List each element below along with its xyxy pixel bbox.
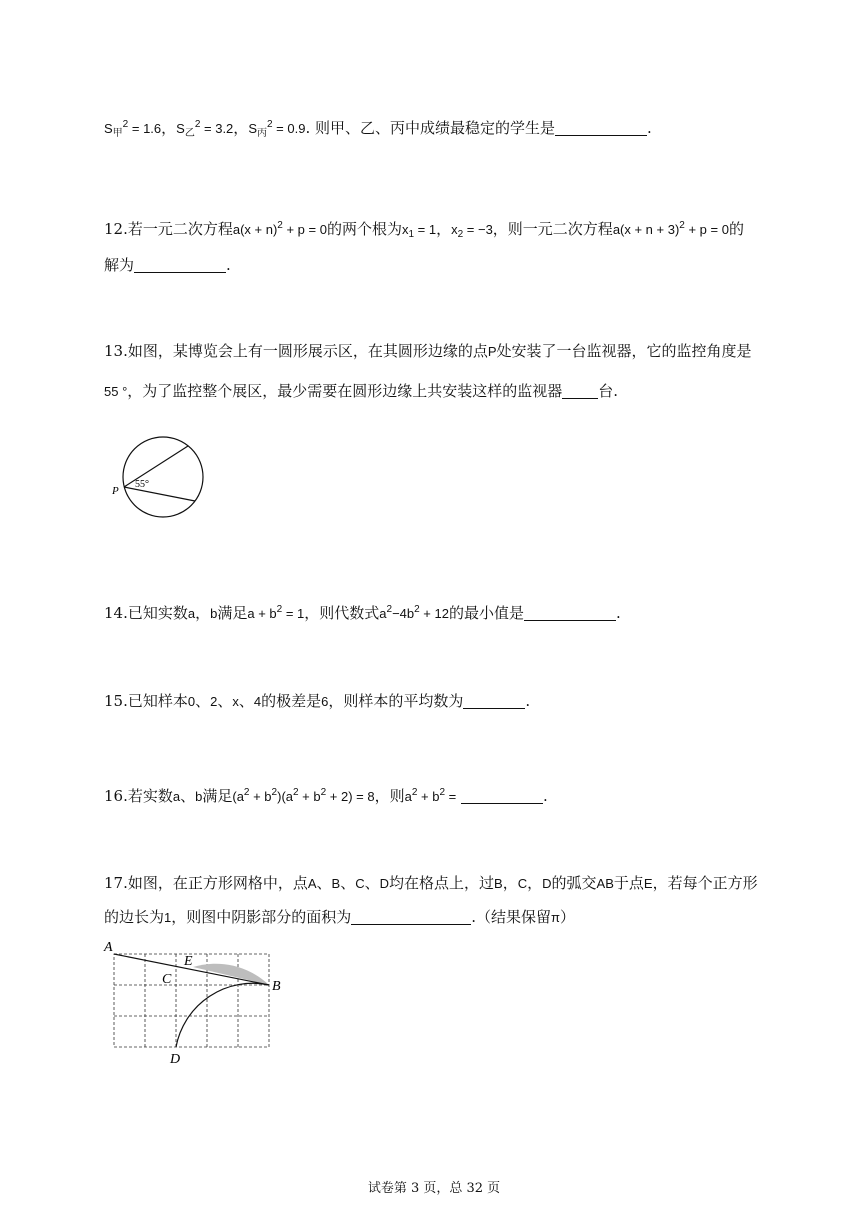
q16-eqv: = 8 <box>352 789 375 804</box>
s-bing: S <box>248 121 257 136</box>
q15-n4: 4 <box>253 694 262 709</box>
q16-b: b <box>195 789 203 804</box>
val-yi: = 3.2 <box>204 121 234 136</box>
val-jia: = 1.6 <box>131 121 162 136</box>
q17-C2: C <box>517 876 528 891</box>
q17-D: D <box>379 876 390 891</box>
q16-prefix: 16.若实数 <box>104 787 173 805</box>
s-yi: S <box>176 121 185 136</box>
q12-x2-sub: 2 <box>457 229 464 240</box>
sub-yi: 乙 <box>184 128 195 139</box>
shaded-region <box>193 964 269 985</box>
sep-1: ， <box>161 119 177 137</box>
q12-x2-val: = −3 <box>463 222 493 237</box>
q12-line2-text: 解为 <box>104 256 135 274</box>
sub-bing: 丙 <box>256 128 267 139</box>
sq-bing: 2 <box>266 119 273 130</box>
q15-dun-2: 、 <box>217 692 233 710</box>
q12-x1-sub: 1 <box>408 229 415 240</box>
q15-end: . <box>525 692 531 710</box>
q15-dun-3: 、 <box>238 692 254 710</box>
q13-point-p: P <box>487 344 497 359</box>
fig-label-d: D <box>170 1052 181 1067</box>
q14-cond: a + b <box>247 606 277 621</box>
q16-a: a <box>172 789 181 804</box>
q13-end: 台. <box>598 382 619 400</box>
q17-mid3: 于点 <box>613 874 644 892</box>
fig-label-c: C <box>162 972 172 987</box>
q11-end: . <box>647 119 652 137</box>
q16-qc: = <box>445 789 457 804</box>
q12-x2: x <box>451 222 458 237</box>
q17-mid: 均在格点上，过 <box>389 874 495 892</box>
q16-p2b: + b <box>298 789 321 804</box>
q15-prefix: 15.已知样本 <box>104 692 188 710</box>
display-circle <box>123 437 203 517</box>
q16-p2: (a <box>281 789 293 804</box>
q12-line2 <box>104 254 231 276</box>
page-footer: 试卷第 3 页，总 32 页 <box>367 1181 501 1196</box>
q17-end: .（结果保留 <box>471 908 552 926</box>
q17-figure-grid <box>98 935 298 1070</box>
q12-mid2: ，则一元二次方程 <box>492 220 613 238</box>
q17-line2-text: 的边长为 <box>104 908 165 926</box>
q16-dun: 、 <box>180 787 196 805</box>
q16-p1b: + b <box>249 789 272 804</box>
answer-blank-q13[interactable] <box>562 383 598 399</box>
q17-pi: π <box>551 910 561 925</box>
q12-eq1: a(x + n) <box>232 222 278 237</box>
q13-line1b-text: 处安装了一台监视器，它的监控角度是 <box>496 342 752 360</box>
q15-dun-1: 、 <box>195 692 211 710</box>
q12-eq1-rest: + p = 0 <box>282 222 327 237</box>
answer-blank-q12[interactable] <box>134 257 226 273</box>
q14-expr-rest: + 12 <box>419 606 449 621</box>
q11-text: . 则甲、乙、丙中成绩最稳定的学生是 <box>305 119 555 137</box>
q17-line2 <box>104 906 575 929</box>
q16-p1: (a <box>232 789 244 804</box>
q12-prefix: 12.若一元二次方程 <box>104 220 233 238</box>
q14-mid2: ，则代数式 <box>304 604 380 622</box>
q14-cond-rest: = 1 <box>282 606 305 621</box>
q13-line1-text: 13.如图，某博览会上有一圆形展示区，在其圆形边缘的点 <box>104 342 488 360</box>
sep-2: ， <box>233 119 249 137</box>
answer-blank-q15[interactable] <box>463 693 525 709</box>
q15-nx: x <box>232 694 239 709</box>
q14-line: 14.已知实数a，b满足$a + b^2 = 1$，则代数式$a^2-4b^2 + 12$的最小值是 . <box>104 604 621 622</box>
chord-upper <box>124 446 188 487</box>
fig-label-p: P <box>112 485 119 497</box>
q15-suffix: ，则样本的平均数为 <box>328 692 464 710</box>
q12-x1-val: = 1 <box>414 222 437 237</box>
answer-blank-q17[interactable] <box>351 909 471 925</box>
val-bing: = 0.9 <box>276 121 306 136</box>
q14-mid: 满足 <box>217 604 248 622</box>
q17-dun-1: 、 <box>316 874 332 892</box>
q17-line1 <box>104 872 758 895</box>
q17-comma-2: ， <box>527 874 543 892</box>
q17-comma-1: ， <box>502 874 518 892</box>
q13-line2-text: ，为了监控整个展区，最少需要在圆形边缘上共安装这样的监视器 <box>127 382 563 400</box>
q17-AB: AB <box>596 876 614 891</box>
q14-expr-mid: −4b <box>392 606 415 621</box>
q17-prefix: 17.如图，在正方形网格中，点 <box>104 874 308 892</box>
q16-mid2: ，则 <box>374 787 405 805</box>
q15-n2: 2 <box>210 694 218 709</box>
q17-mid4: ，若每个正方形 <box>652 874 758 892</box>
q17-E: E <box>643 876 653 891</box>
q17-B2: B <box>494 876 503 891</box>
sq-jia: 2 <box>122 119 129 130</box>
answer-blank-q11[interactable] <box>555 120 647 136</box>
q17-mid5: ，则图中阴影部分的面积为 <box>171 908 352 926</box>
q14-prefix: 14.已知实数 <box>104 604 188 622</box>
q16-p1c: ) <box>277 789 282 804</box>
q12-eq2: a(x + n + 3) <box>612 222 680 237</box>
q16-line: 16.若实数a、b满足$(a^2 + b^2)(a^2 + b^2 + 2) = 8$，则$a^2 + b^2$ = . <box>104 787 548 805</box>
q17-A: A <box>307 876 317 891</box>
q17-dun-3: 、 <box>364 874 380 892</box>
q12-line1: 12.若一元二次方程$a(x + n)^2 + p = 0$的两个根为$x_1 = 1$，$x_2 = -3$，则一元二次方程$a(x + n + 3)^2 + p = 0$的 <box>104 220 744 240</box>
q13-line1 <box>104 340 752 363</box>
q17-mid2: 的弧交 <box>551 874 597 892</box>
q16-mid: 满足 <box>202 787 233 805</box>
q12-mid1: 的两个根为 <box>326 220 402 238</box>
s-jia: S <box>104 121 113 136</box>
q15-n6: 6 <box>321 694 329 709</box>
fig-label-a: A <box>104 940 113 955</box>
q14-end: . <box>615 604 621 622</box>
q11-line <box>104 117 652 140</box>
q12-end: . <box>226 256 231 274</box>
fig-label-angle: 55° <box>135 479 149 490</box>
q17-D2: D <box>542 876 552 891</box>
q17-one: 1 <box>164 910 172 925</box>
q17-B: B <box>331 876 341 891</box>
arc-bcd <box>176 983 269 1047</box>
q16-qb: + b <box>417 789 440 804</box>
answer-blank-q16[interactable] <box>461 788 543 804</box>
q14-expr-a: a <box>379 606 387 621</box>
q14-comma: ， <box>195 604 211 622</box>
q16-end: . <box>543 787 548 805</box>
q14-b: b <box>210 606 218 621</box>
answer-blank-q14[interactable] <box>524 605 616 621</box>
fig-label-b: B <box>272 979 281 994</box>
q12-x1: x <box>401 222 409 237</box>
q14-suffix: 的最小值是 <box>448 604 524 622</box>
q17-C: C <box>355 876 365 891</box>
q16-q: a <box>404 789 412 804</box>
q12-suffix: 的 <box>728 220 744 238</box>
q14-a: a <box>187 606 196 621</box>
q17-dun-2: 、 <box>340 874 356 892</box>
fig-label-e: E <box>184 954 193 969</box>
q12-eq2-rest: + p = 0 <box>684 222 729 237</box>
q13-angle: 55 ° <box>104 384 128 399</box>
sub-jia: 甲 <box>112 128 123 139</box>
q16-p2c: + 2) <box>326 789 353 804</box>
q17-close: ） <box>560 908 576 926</box>
q15-line <box>104 690 530 713</box>
q13-figure-circle <box>108 430 218 525</box>
sq-yi: 2 <box>194 119 201 130</box>
q13-line2 <box>104 380 618 403</box>
q15-mid: 的极差是 <box>261 692 322 710</box>
q15-n0: 0 <box>187 694 196 709</box>
